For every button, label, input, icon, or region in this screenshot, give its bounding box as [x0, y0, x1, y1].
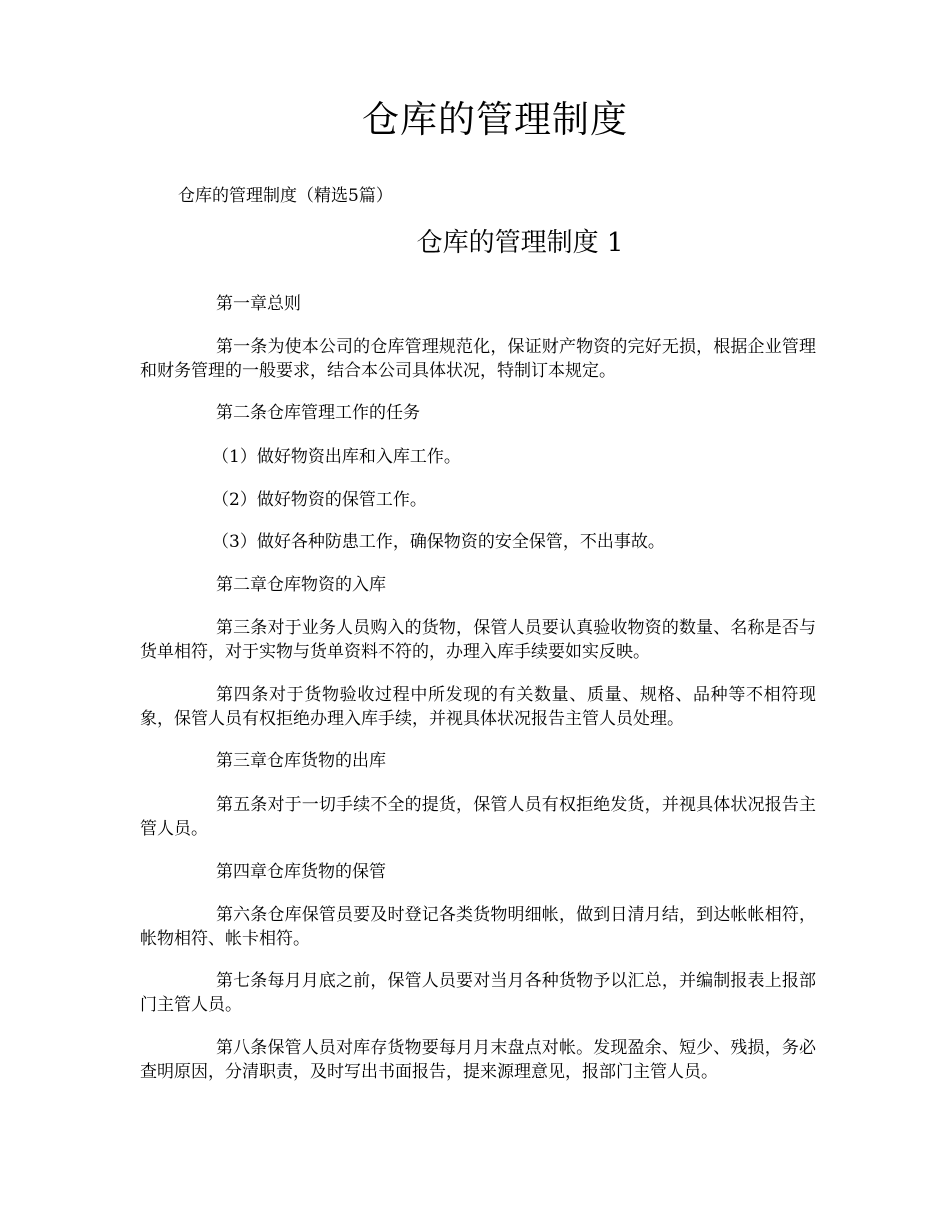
paragraph: 第四章仓库货物的保管 — [216, 862, 386, 882]
paragraph: 第一章总则 — [216, 294, 301, 314]
paragraph: 第六条仓库保管员要及时登记各类货物明细帐，做到日清月结，到达帐帐相符，帐物相符、帐卡相符。 — [140, 905, 816, 949]
paragraph: 第三条对于业务人员购入的货物，保管人员要认真验收物资的数量、名称是否与货单相符，对于实物与货单资料不符的，办理入库手续要如实反映。 — [140, 618, 816, 662]
article-paragraph — [140, 683, 816, 731]
article-paragraph — [140, 1036, 816, 1084]
article-paragraph — [140, 793, 816, 841]
list-item — [140, 445, 816, 469]
paragraph: 第三章仓库货物的出库 — [216, 751, 386, 771]
list-item — [140, 488, 816, 512]
article-paragraph — [140, 903, 816, 951]
paragraph: （2）做好物资的保管工作。 — [212, 490, 427, 510]
paragraph: （1）做好物资出库和入库工作。 — [212, 447, 461, 467]
article-heading — [140, 401, 816, 425]
paragraph: 第四条对于货物验收过程中所发现的有关数量、质量、规格、品种等不相符现象，保管人员有权拒绝办理入库手续，并视具体状况报告主管人员处理。 — [140, 685, 816, 729]
document-subtitle: 仓库的管理制度（精选5篇） — [178, 186, 393, 206]
chapter-heading — [140, 292, 816, 316]
section-title: 仓库的管理制度 1 — [416, 228, 624, 258]
document-title: 仓库的管理制度 — [362, 98, 628, 141]
article-paragraph — [140, 969, 816, 1017]
paragraph: 第二章仓库物资的入库 — [216, 575, 386, 595]
chapter-heading — [140, 749, 816, 773]
paragraph: 第二条仓库管理工作的任务 — [216, 403, 420, 423]
paragraph: 第一条为使本公司的仓库管理规范化，保证财产物资的完好无损，根据企业管理和财务管理的一般要求，结合本公司具体状况，特制订本规定。 — [140, 337, 816, 381]
article-paragraph — [140, 616, 816, 664]
paragraph: （3）做好各种防患工作，确保物资的安全保管，不出事故。 — [212, 532, 665, 552]
chapter-heading — [140, 573, 816, 597]
paragraph: 第八条保管人员对库存货物要每月月末盘点对帐。发现盈余、短少、残损，务必查明原因，分清职责，及时写出书面报告，提来源理意见，报部门主管人员。 — [140, 1038, 816, 1082]
article-paragraph — [140, 335, 816, 383]
list-item — [140, 530, 816, 554]
paragraph: 第七条每月月底之前，保管人员要对当月各种货物予以汇总，并编制报表上报部门主管人员。 — [140, 971, 816, 1015]
chapter-heading — [140, 860, 816, 884]
paragraph: 第五条对于一切手续不全的提货，保管人员有权拒绝发货，并视具体状况报告主管人员。 — [140, 795, 816, 839]
